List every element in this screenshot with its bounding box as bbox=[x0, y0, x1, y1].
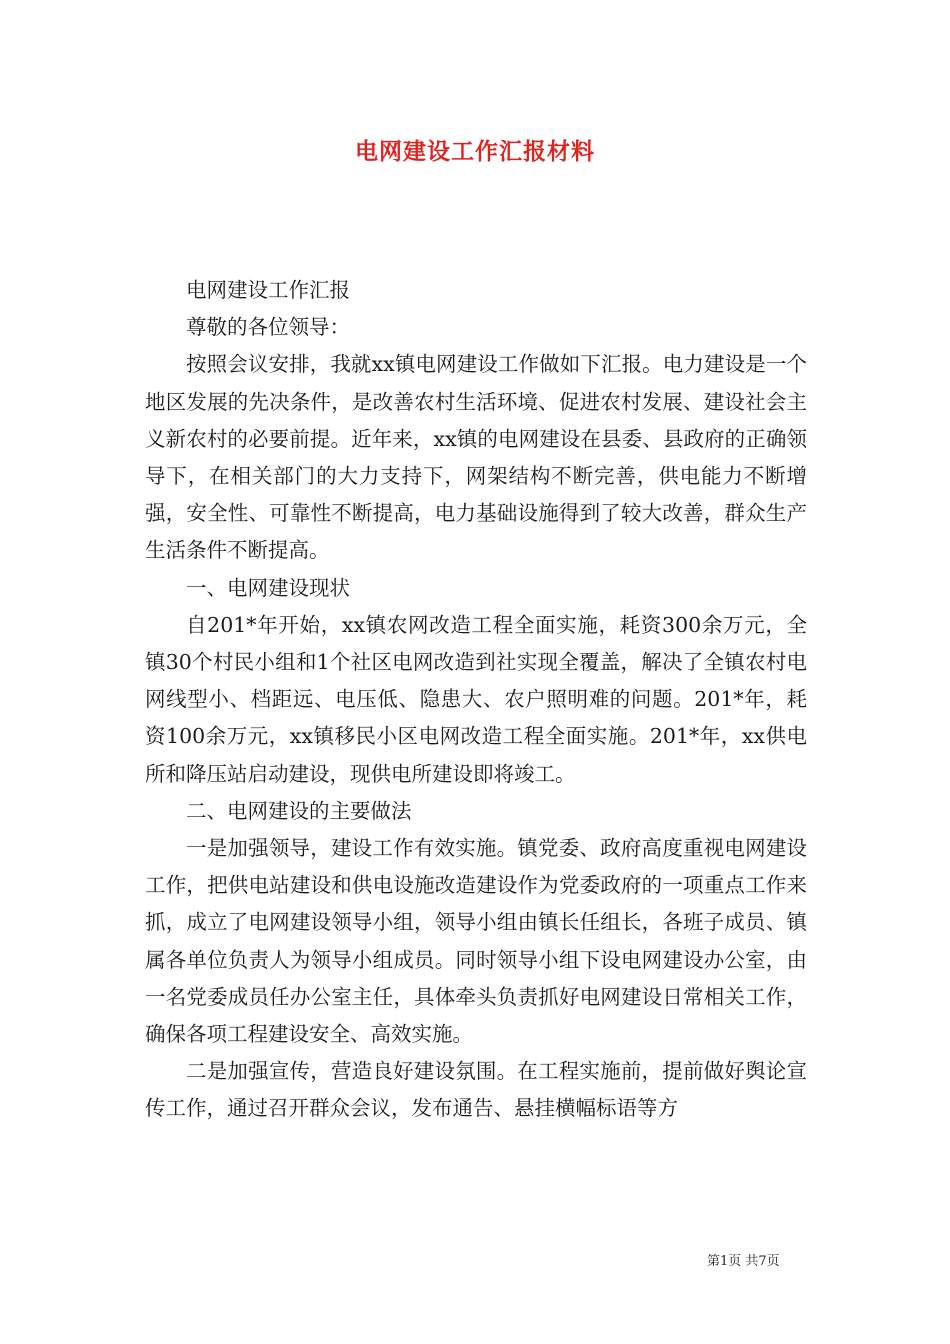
page-number: 第1页 共7页 bbox=[707, 1254, 780, 1269]
document-title: 电网建设工作汇报材料 bbox=[355, 138, 595, 165]
paragraph-practice-1: 一是加强领导，建设工作有效实施。镇党委、政府高度重视电网建设工作，把供电站建设和供电设施改造建设作为党委政府的一项重点工作来抓，成立了电网建设领导小组，领导小组由镇长任组长，各班子成员、镇属各单位负责人为领导小组成员。同时领导小组下设电网建设办公室，由一名党委成员任办公室主任，具体牵头负责抓好电网建设日常相关工作，确保各项工程建设安全、高效实施。 bbox=[145, 836, 807, 1047]
paragraph-practice-2: 二是加强宣传，营造良好建设氛围。在工程实施前，提前做好舆论宣传工作，通过召开群众会议，发布通告、悬挂横幅标语等方 bbox=[145, 1059, 807, 1121]
paragraph-heading: 电网建设工作汇报 bbox=[186, 278, 350, 302]
document-body bbox=[145, 272, 807, 1128]
paragraph-intro: 按照会议安排，我就xx镇电网建设工作做如下汇报。电力建设是一个地区发展的先决条件，是改善农村生活环境、促进农村发展、建设社会主义新农村的必要前提。近年来，xx镇的电网建设在县委、县政府的正确领导下，在相关部门的大力支持下，网架结构不断完善，供电能力不断增强，安全性、可靠性不断提高，电力基础设施得到了较大改善，群众生产生活条件不断提高。 bbox=[145, 352, 807, 563]
section-heading-status: 一、电网建设现状 bbox=[186, 575, 350, 600]
paragraph-salutation: 尊敬的各位领导： bbox=[186, 315, 350, 340]
paragraph-status: 自201*年开始，xx镇农网改造工程全面实施，耗资300余万元，全镇30个村民小组和1个社区电网改造到社实现全覆盖，解决了全镇农村电网线型小、档距远、电压低、隐患大、农户照明难的问题。201*年，耗资100余万元，xx镇移民小区电网改造工程全面实施。201*年，xx供电所和降压站启动建设，现供电所建设即将竣工。 bbox=[145, 612, 807, 786]
section-heading-practices: 二、电网建设的主要做法 bbox=[186, 798, 412, 823]
